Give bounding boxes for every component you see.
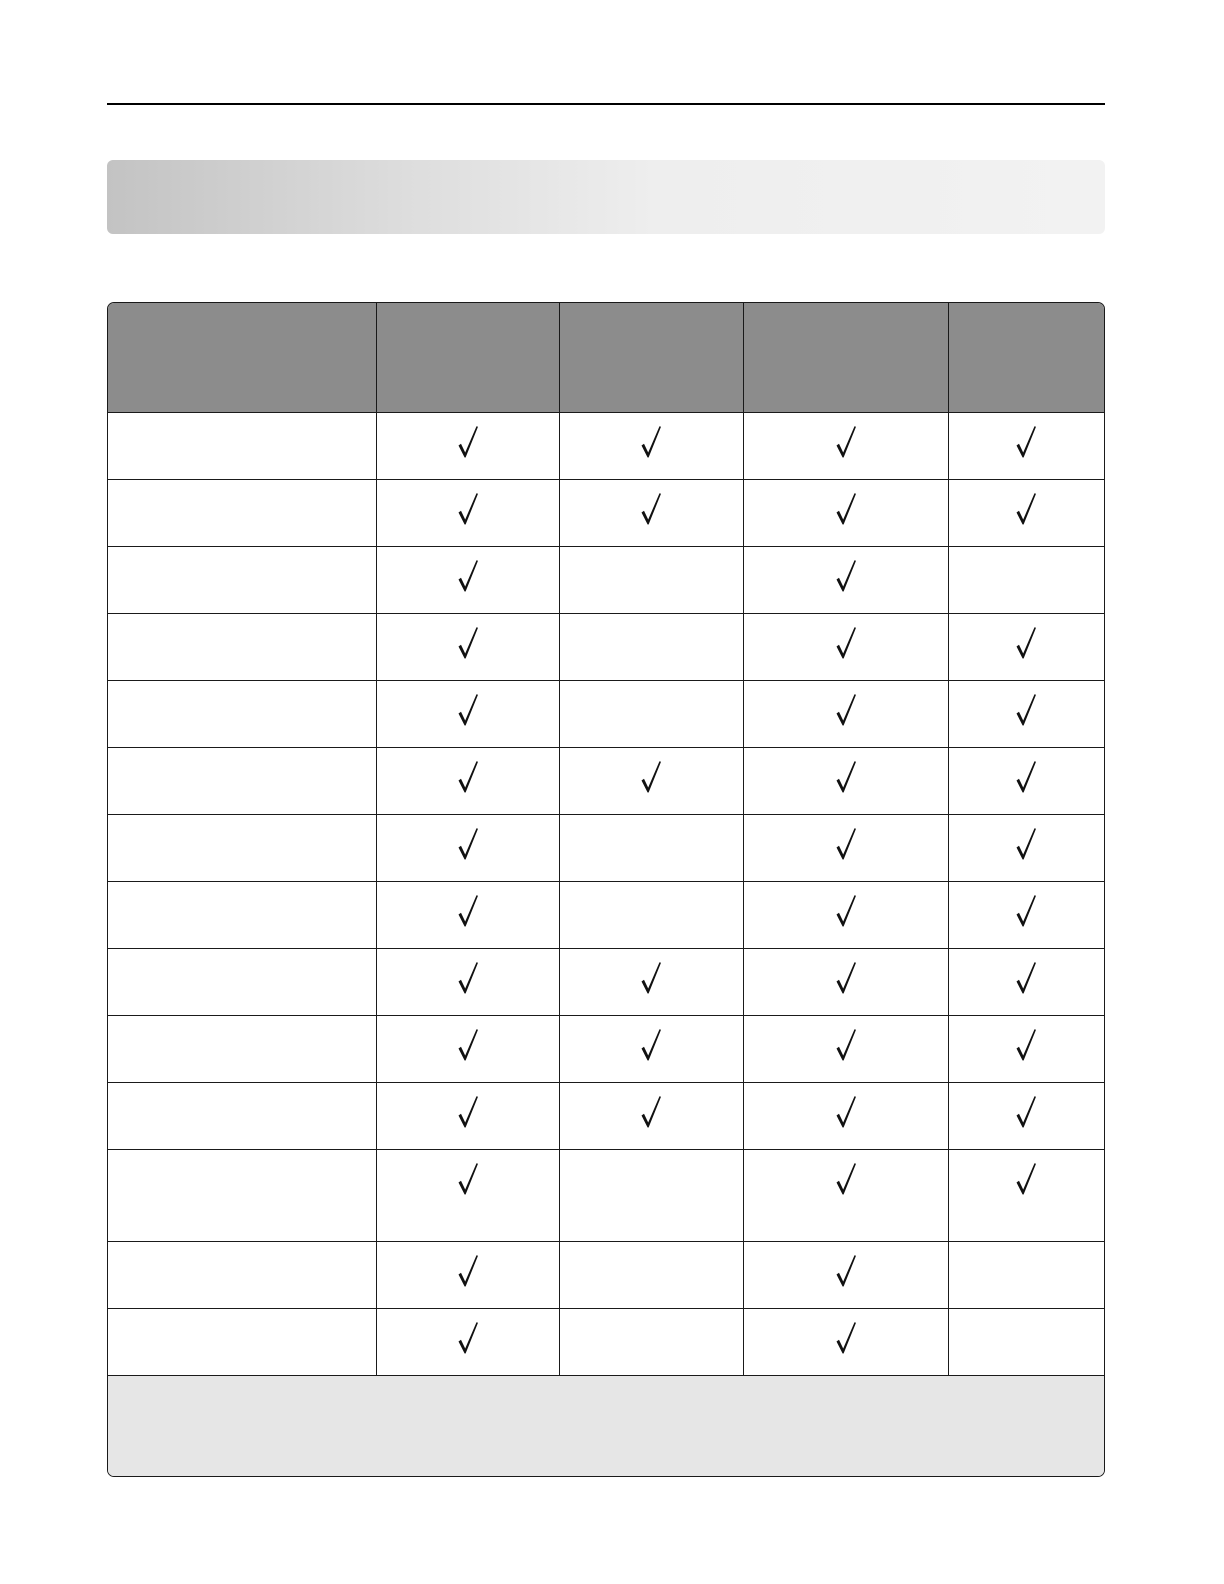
check-cell xyxy=(948,1308,1104,1375)
row-label-cell xyxy=(108,412,376,479)
check-cell xyxy=(376,948,559,1015)
check-cell xyxy=(559,680,743,747)
check-cell xyxy=(559,881,743,948)
check-cell xyxy=(743,1082,948,1149)
check-cell xyxy=(559,546,743,613)
check-icon xyxy=(457,760,479,794)
table-row xyxy=(108,1015,1104,1082)
table-row xyxy=(108,747,1104,814)
check-icon xyxy=(835,626,857,660)
check-icon xyxy=(1015,961,1037,995)
row-label-cell xyxy=(108,1015,376,1082)
check-cell xyxy=(743,680,948,747)
row-label xyxy=(108,748,118,764)
check-icon xyxy=(1015,894,1037,928)
row-label xyxy=(108,1150,118,1166)
check-icon xyxy=(835,1162,857,1196)
check-cell xyxy=(743,546,948,613)
check-cell xyxy=(376,613,559,680)
check-cell xyxy=(376,747,559,814)
check-icon xyxy=(457,1028,479,1062)
check-icon xyxy=(457,961,479,995)
table-footnote xyxy=(108,1375,1104,1476)
check-icon xyxy=(1015,626,1037,660)
check-icon xyxy=(457,1254,479,1288)
row-label-cell xyxy=(108,613,376,680)
check-icon xyxy=(457,1095,479,1129)
row-label xyxy=(108,1242,118,1258)
check-cell xyxy=(743,881,948,948)
header-cell xyxy=(559,303,743,412)
header-cell xyxy=(948,303,1104,412)
table-row xyxy=(108,1082,1104,1149)
check-cell xyxy=(948,479,1104,546)
check-icon xyxy=(835,492,857,526)
row-label xyxy=(108,413,118,429)
check-cell xyxy=(743,412,948,479)
table-row xyxy=(108,1149,1104,1241)
check-icon xyxy=(457,894,479,928)
check-cell xyxy=(559,1241,743,1308)
row-label-cell xyxy=(108,546,376,613)
check-icon xyxy=(457,425,479,459)
check-cell xyxy=(948,1149,1104,1241)
check-cell xyxy=(376,479,559,546)
check-icon xyxy=(1015,827,1037,861)
check-cell xyxy=(948,1015,1104,1082)
row-label xyxy=(108,815,118,831)
row-label-cell xyxy=(108,1308,376,1375)
row-label xyxy=(108,1083,118,1099)
check-icon xyxy=(457,1162,479,1196)
check-cell xyxy=(559,1082,743,1149)
check-icon xyxy=(457,827,479,861)
check-cell xyxy=(376,881,559,948)
check-icon xyxy=(835,1028,857,1062)
row-label-cell xyxy=(108,1241,376,1308)
table-row xyxy=(108,546,1104,613)
table-row xyxy=(108,948,1104,1015)
check-cell xyxy=(743,1149,948,1241)
check-cell xyxy=(743,613,948,680)
table-row xyxy=(108,1308,1104,1375)
table-row xyxy=(108,881,1104,948)
check-cell xyxy=(743,1308,948,1375)
check-icon xyxy=(835,1095,857,1129)
check-cell xyxy=(559,747,743,814)
table-row xyxy=(108,613,1104,680)
table-row xyxy=(108,680,1104,747)
check-icon xyxy=(457,1321,479,1355)
check-cell xyxy=(559,1308,743,1375)
check-icon xyxy=(835,1254,857,1288)
top-rule xyxy=(107,103,1105,105)
check-cell xyxy=(376,1015,559,1082)
row-label-cell xyxy=(108,1149,376,1241)
check-icon xyxy=(1015,425,1037,459)
check-cell xyxy=(376,1082,559,1149)
check-cell xyxy=(376,1149,559,1241)
check-icon xyxy=(457,693,479,727)
check-cell xyxy=(948,1241,1104,1308)
row-label-cell xyxy=(108,747,376,814)
compatibility-table-container xyxy=(107,302,1105,1477)
check-icon xyxy=(640,492,662,526)
check-cell xyxy=(948,546,1104,613)
section-title xyxy=(107,160,1105,208)
check-icon xyxy=(835,1321,857,1355)
table-row xyxy=(108,412,1104,479)
table-row xyxy=(108,1241,1104,1308)
check-cell xyxy=(559,1015,743,1082)
check-icon xyxy=(835,760,857,794)
check-cell xyxy=(743,747,948,814)
check-icon xyxy=(1015,1028,1037,1062)
compatibility-table xyxy=(108,303,1104,1376)
check-cell xyxy=(743,814,948,881)
check-icon xyxy=(457,626,479,660)
table-row xyxy=(108,814,1104,881)
check-icon xyxy=(835,827,857,861)
check-cell xyxy=(743,1015,948,1082)
check-cell xyxy=(743,948,948,1015)
check-cell xyxy=(948,680,1104,747)
table-body xyxy=(108,412,1104,1375)
check-icon xyxy=(640,1095,662,1129)
row-label xyxy=(108,1309,118,1325)
check-cell xyxy=(376,1308,559,1375)
check-icon xyxy=(640,1028,662,1062)
row-label-cell xyxy=(108,948,376,1015)
check-cell xyxy=(948,412,1104,479)
check-cell xyxy=(743,479,948,546)
check-cell xyxy=(559,1149,743,1241)
check-cell xyxy=(559,814,743,881)
row-label-cell xyxy=(108,814,376,881)
table-row xyxy=(108,479,1104,546)
check-cell xyxy=(376,546,559,613)
check-icon xyxy=(835,425,857,459)
check-icon xyxy=(640,425,662,459)
section-banner xyxy=(107,160,1105,234)
row-label-cell xyxy=(108,881,376,948)
check-icon xyxy=(457,559,479,593)
check-cell xyxy=(948,948,1104,1015)
check-cell xyxy=(559,412,743,479)
check-icon xyxy=(835,961,857,995)
check-cell xyxy=(559,479,743,546)
check-cell xyxy=(559,613,743,680)
row-label xyxy=(108,681,118,697)
check-cell xyxy=(948,747,1104,814)
check-cell xyxy=(743,1241,948,1308)
row-label-cell xyxy=(108,1082,376,1149)
row-label xyxy=(108,949,118,965)
row-label xyxy=(108,882,118,898)
check-cell xyxy=(376,680,559,747)
check-icon xyxy=(835,693,857,727)
check-icon xyxy=(1015,1162,1037,1196)
check-icon xyxy=(1015,492,1037,526)
check-cell xyxy=(376,412,559,479)
row-label xyxy=(108,1016,118,1032)
check-icon xyxy=(1015,693,1037,727)
header-cell xyxy=(108,303,376,412)
check-icon xyxy=(1015,760,1037,794)
row-label xyxy=(108,547,118,563)
row-label xyxy=(108,480,118,496)
check-icon xyxy=(457,492,479,526)
check-cell xyxy=(948,613,1104,680)
check-cell xyxy=(948,881,1104,948)
check-icon xyxy=(835,559,857,593)
check-cell xyxy=(559,948,743,1015)
row-label xyxy=(108,614,118,630)
check-icon xyxy=(1015,1095,1037,1129)
table-header-row xyxy=(108,303,1104,412)
check-icon xyxy=(640,961,662,995)
check-cell xyxy=(376,1241,559,1308)
check-cell xyxy=(948,1082,1104,1149)
check-icon xyxy=(835,894,857,928)
row-label-cell xyxy=(108,680,376,747)
check-icon xyxy=(640,760,662,794)
check-cell xyxy=(948,814,1104,881)
header-cell xyxy=(376,303,559,412)
header-cell xyxy=(743,303,948,412)
row-label-cell xyxy=(108,479,376,546)
check-cell xyxy=(376,814,559,881)
